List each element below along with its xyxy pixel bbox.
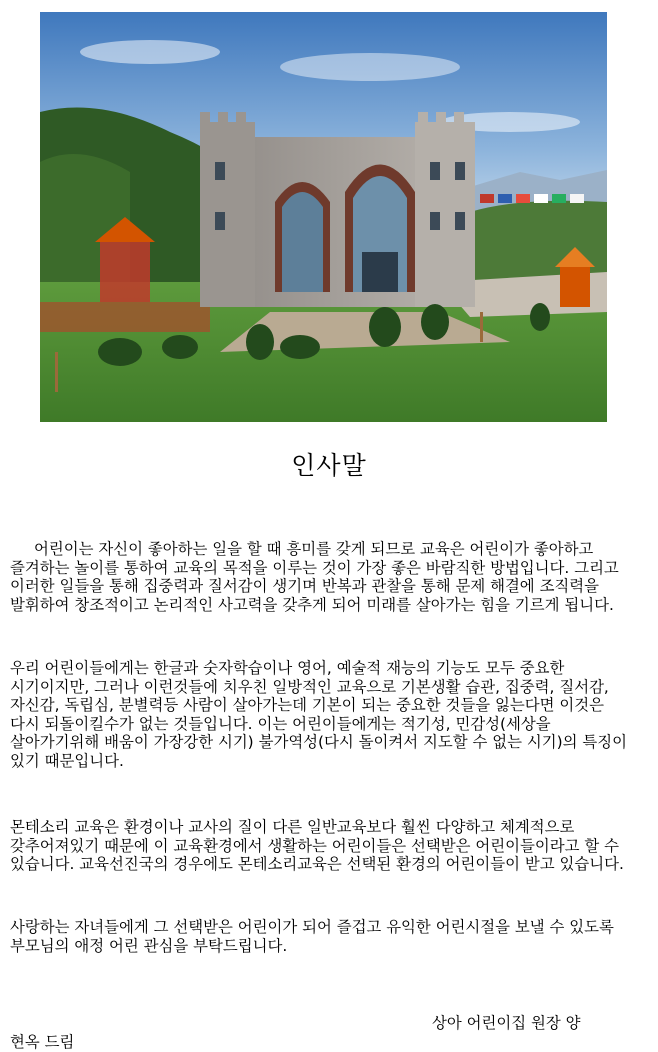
greeting-paragraph-2: 우리 어린이들에게는 한글과 숫자학습이나 영어, 예술적 재능의 기능도 모두 중요한 시기이지만, 그러나 이런것들에 치우친 일방적인 교육으로 기본생활 습관, 집중력, 질서감, 자신감, 독립심, 분별력등 사람이 살아가는데 기본이 되는 중요한 것들을 잃는다면 이것은 다시 되돌이킬수가 없는 것들입니다. 이는 어린이들에게는 적기성, 민감성(세상을 살아가기위해 배움이 가장강한 시기) 불가역성(다시 돌이켜서 지도할 수 없는 시기)의 특징이 있기 때문입니다.	[10, 659, 628, 770]
greeting-paragraph-4: 사랑하는 자녀들에게 그 선택받은 어린이가 되어 즐겁고 유익한 어린시절을 보낼 수 있도록 부모님의 애정 어린 관심을 부탁드립니다.	[10, 918, 614, 955]
greeting-paragraph-1: 어린이는 자신이 좋아하는 일을 할 때 흥미를 갖게 되므로 교육은 어린이가 좋아하고 즐겨하는 놀이를 통하여 교육의 목적을 이루는 것이 가장 좋은 바람직한 방법입니다. 그리고 이러한 일들을 통해 집중력과 질서감이 생기며 반복과 관찰을 통해 문제 해결에 조직력을 발휘하여 창조적이고 논리적인 사고력을 갖추게 되어 미래를 살아가는 힘을 기르게 됩니다.	[10, 540, 619, 614]
signature-line-2: 현옥 드림	[10, 1033, 75, 1051]
page-title: 인사말	[291, 451, 367, 480]
greeting-paragraph-3: 몬테소리 교육은 환경이나 교사의 질이 다른 일반교육보다 훨씬 다양하고 체계적으로 갖추어져있기 때문에 이 교육환경에서 생활하는 어린이들은 선택받은 어린이들이라고 할 수 있습니다. 교육선진국의 경우에도 몬테소리교육은 선택된 환경의 어린이들이 받고 있습니다.	[10, 818, 624, 874]
kindergarten-building-image	[40, 12, 607, 422]
signature-line-1: 상아 어린이집 원장 양	[432, 1014, 581, 1032]
